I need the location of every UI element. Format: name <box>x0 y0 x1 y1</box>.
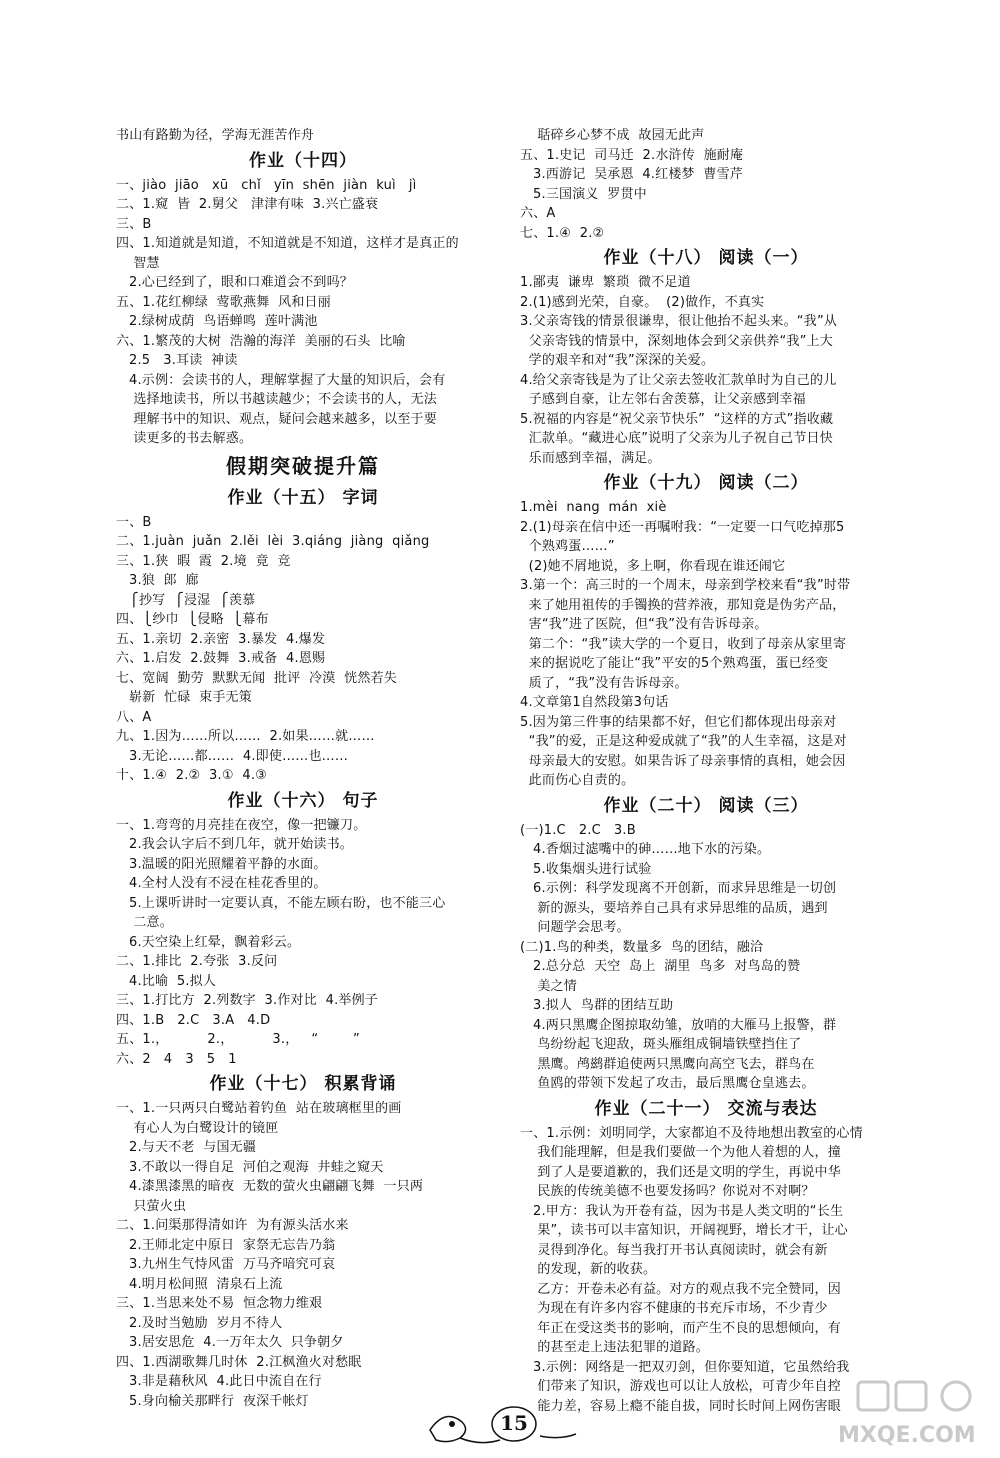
answer-line: 4.香烟过滤嘴中的砷……地下水的污染。 <box>520 842 771 857</box>
answer-line: 3.示例：网络是一把双刃剑，但你要知道，它虽然给我 <box>520 1359 850 1375</box>
answer-line: 四、1.知道就是知道，不知道就是不知道，这样才是真正的 <box>116 236 459 251</box>
answer-line: 书山有路勤为径，学海无涯苦作舟 <box>116 128 315 143</box>
answer-line: 2.(1)母亲在信中还一再嘱咐我：“一定要一口气吃掉那5 <box>520 519 845 535</box>
answer-line: 问题学会思考。 <box>520 920 630 935</box>
answer-line: 七、宽阔 勤劳 默默无闻 批评 冷漠 恍然若失 <box>116 670 397 686</box>
answer-line: 五、1.史记 司马迁 2.水浒传 施耐庵 <box>520 147 744 163</box>
left-column <box>116 126 490 1411</box>
part-heading: 假期突破提升篇 <box>226 453 380 478</box>
answer-line: 母亲最大的安慰。如果告诉了母亲事情的真相，她会因 <box>520 753 846 769</box>
answer-line: 一、1.示例：刘明同学，大家都迫不及待地想出教室的心情 <box>520 1125 863 1141</box>
answer-line: 十、1.④ 2.② 3.① 4.③ <box>116 768 268 783</box>
answer-line: 六、2 4 3 5 1 <box>116 1051 237 1067</box>
answer-line: 2.我会认字后不到几年，就开始读书。 <box>116 837 354 852</box>
answer-line: 二、1.窥 皆 2.舅父 津津有味 3.兴亡盛衰 <box>116 197 379 212</box>
answer-line: 5.上课听讲时一定要认真，不能左顾右盼，也不能三心 <box>116 895 446 911</box>
answer-line: “我”的爱，正是这种爱成就了“我”的人生幸福，这是对 <box>520 734 847 749</box>
answer-line: 个熟鸡蛋……” <box>520 539 615 554</box>
answer-line: 3.拟人 鸟群的团结互助 <box>520 998 674 1013</box>
answer-line: 2.心已经到了，眼和口难道会不到吗？ <box>116 275 354 290</box>
section-heading: 作业（十九） 阅读（二） <box>603 473 809 493</box>
answer-line: 第二个：“我”读大学的一个夏日，收到了母亲从家里寄 <box>520 636 847 652</box>
answer-line: 1.mèi nang mán xiè <box>520 500 667 515</box>
answer-line: 灵得到净化。每当我打开书认真阅读时，就会有新 <box>520 1242 828 1258</box>
answer-line: 4.给父亲寄钱是为了让父亲去签收汇款单时为自己的儿 <box>520 372 837 388</box>
answer-line: 乐而感到幸福，满足。 <box>520 450 661 466</box>
answer-line: 4.文章第1自然段第3句话 <box>520 695 669 710</box>
answer-line: 3.温暖的阳光照耀着平静的水面。 <box>116 856 327 872</box>
answer-line: 三、1.狭 暇 霞 2.境 竟 竞 <box>116 553 291 569</box>
section-heading: 作业（二十） 阅读（三） <box>603 795 809 816</box>
answer-line: 智慧 <box>116 255 160 271</box>
answer-line: 4.比喻 5.拟人 <box>116 973 217 989</box>
right-column <box>520 126 892 1416</box>
answer-line: 六、1.启发 2.鼓舞 3.戒备 4.恩赐 <box>116 651 326 666</box>
answer-line: 3.不敢以一得自足 河伯之观海 井蛙之窥天 <box>116 1159 384 1175</box>
answer-line: 2.5 3.耳读 神读 <box>116 353 238 368</box>
answer-line: 三、1.打比方 2.列数字 3.作对比 4.举例子 <box>116 993 379 1008</box>
answer-line: 质了，“我”没有告诉母亲。 <box>520 675 688 691</box>
answer-line: 5.三国演义 罗贯中 <box>520 186 647 202</box>
answer-line: 汇款单。“藏进心底”说明了父亲为儿子祝自己节日快 <box>520 431 833 446</box>
answer-line: 3.九州生气恃风雷 万马齐喑究可哀 <box>116 1257 336 1272</box>
answer-line: 一、1.弯弯的月亮挂在夜空，像一把镰刀。 <box>116 817 367 833</box>
answer-line: 2.与天不老 与国无疆 <box>116 1140 257 1155</box>
watermark <box>838 1378 988 1448</box>
answer-line: 六、1.繁茂的大树 浩瀚的海洋 美丽的石头 比喻 <box>116 333 406 349</box>
answer-line: 四、1.B 2.C 3.A 4.D <box>116 1012 271 1028</box>
page-number: 15 <box>500 1411 528 1435</box>
answer-line: 美之情 <box>520 978 577 994</box>
answer-line: 二、1.juàn juǎn 2.lěi lèi 3.qiáng jiàng qiǎng <box>116 534 430 549</box>
answer-line: 民族的传统美德不也要发扬吗？你说对不对啊？ <box>520 1184 815 1199</box>
answer-line: 3.居安思危 4.一万年太久 只争朝夕 <box>116 1335 344 1350</box>
answer-line: 5.身向榆关那畔行 夜深千帐灯 <box>116 1393 309 1409</box>
answer-line: 4.漆黑漆黑的暗夜 无数的萤火虫翩翩飞舞 一只两 <box>116 1179 424 1194</box>
answer-line: 的甚至走上违法犯罪的道路。 <box>520 1340 709 1355</box>
answer-line: 4.示例：会读书的人，理解掌握了大量的知识后，会有 <box>116 372 446 388</box>
answer-line: 学的艰辛和对“我”深深的关爱。 <box>520 353 715 368</box>
answer-line: 的发现，新的收获。 <box>520 1262 657 1277</box>
answer-line: 2.总分总 天空 岛上 湖里 鸟多 对鸟岛的赞 <box>520 959 801 974</box>
answer-line: 3.西游记 吴承恩 4.红楼梦 曹雪芹 <box>520 167 744 182</box>
answer-line: 3.第一个：高三时的一个周末，母亲到学校来看“我”时带 <box>520 578 851 593</box>
section-heading: 作业（十七） 积累背诵 <box>209 1074 397 1094</box>
answer-line: 2.甲方：我认为开卷有益，因为书是人类文明的“长生 <box>520 1203 844 1219</box>
answer-line: 新的源头，要培养自己具有求异思维的品质，遇到 <box>520 900 828 916</box>
answer-line: 害“我”进了医院，但“我”没有告诉母亲。 <box>520 617 768 632</box>
answer-line: 二、1.排比 2.夸张 3.反问 <box>116 954 278 969</box>
answer-line: 崭新 忙碌 束手无策 <box>116 690 252 705</box>
answer-line: 五、1.， 2.， 3.， “ ” <box>116 1032 360 1047</box>
answer-line: 此而伤心自责的。 <box>520 773 635 788</box>
answer-line: 有心人为白鹭设计的镜匣 <box>116 1120 279 1136</box>
answer-line: 二、1.问渠那得清如许 为有源头活水来 <box>116 1218 349 1233</box>
answer-line: 九、1.因为……所以…… 2.如果……就…… <box>116 729 375 744</box>
answer-line: 三、1.当思来处不易 恒念物力维艰 <box>116 1296 323 1311</box>
answer-line: 一、jiào jiāo xū chǐ yīn shēn jiàn kuì jì <box>116 177 417 193</box>
answer-logo-icon <box>838 1378 988 1418</box>
section-heading: 作业（十四） <box>249 150 357 171</box>
answer-line: 4.明月松间照 清泉石上流 <box>116 1276 283 1292</box>
section-heading: 作业（二十一） 交流与表达 <box>594 1098 818 1119</box>
answer-line: 2.及时当勉励 岁月不待人 <box>116 1315 283 1331</box>
answer-line: 3.狼 郎 廊 <box>116 573 199 588</box>
answer-line: (2)她不屑地说，多上啊，你看现在谁还闹它 <box>520 558 786 574</box>
answer-line: 1.鄙夷 谦卑 繁琐 微不足道 <box>520 275 691 290</box>
section-heading: 作业（十五） 字词 <box>227 487 379 508</box>
answer-line: 三、B <box>116 216 152 232</box>
answer-line: 子感到自豪，让左邻右舍羡慕，让父亲感到幸福 <box>520 392 806 407</box>
answer-line: 聒碎乡心梦不成 故园无此声 <box>520 128 705 143</box>
answer-line: 五、1.花红柳绿 莺歌燕舞 风和日丽 <box>116 294 331 310</box>
section-heading: 作业（十八） 阅读（一） <box>603 248 809 268</box>
page-footer <box>400 1400 600 1450</box>
answer-line: 5.收集烟头进行试验 <box>520 861 652 877</box>
answer-line: 四、1.西湖歌舞几时休 2.江枫渔火对愁眠 <box>116 1354 362 1370</box>
answer-line: (一)1.C 2.C 3.B <box>520 822 636 838</box>
answer-line: 我们能理解，但是我们要做一个为他人着想的人，撞 <box>520 1145 841 1160</box>
answer-line: 5.祝福的内容是“祝父亲节快乐” “这样的方式”指收藏 <box>520 411 834 427</box>
answer-line: 2.王师北定中原日 家祭无忘告乃翁 <box>116 1237 336 1253</box>
answer-line: 鸟纷纷起飞迎敌，斑头雁组成铜墙铁壁挡住了 <box>520 1037 802 1052</box>
answer-line: 能力差，容易上瘾不能自拔，同时长时间上网伤害眼 <box>520 1398 841 1414</box>
answer-line: 5.因为第三件事的结果都不好，但它们都体现出母亲对 <box>520 714 837 730</box>
answer-line: 一、1.一只两只白鹭站着钓鱼 站在玻璃框里的画 <box>116 1101 402 1116</box>
answer-line: 2.(1)感到光荣，自豪。 (2)做作，不真实 <box>520 294 765 310</box>
answer-line: 来的据说吃了能让“我”平安的5个熟鸡蛋，蛋已经变 <box>520 656 829 671</box>
answer-line: 们带来了知识，游戏也可以让人放松，可青少年自控 <box>520 1379 841 1394</box>
answer-line: 来了她用祖传的手镯换的营养液，那知竟是伪劣产品， <box>520 597 846 613</box>
answer-line: 理解书中的知识、观点，疑问会越来越多，以至于要 <box>116 411 437 427</box>
answer-line: 读更多的书去解惑。 <box>116 431 253 446</box>
answer-line: 五、1.亲切 2.亲密 3.暴发 4.爆发 <box>116 631 326 647</box>
answer-line: 3.非是藉秋风 4.此日中流自在行 <box>116 1374 322 1389</box>
answer-line: 乙方：开卷未必有益。对方的观点我不完全赞同，因 <box>520 1281 841 1297</box>
answer-line: 为现在有许多内容不健康的书充斥市场，不少青少 <box>520 1301 828 1316</box>
answer-line: 八、A <box>116 709 152 725</box>
answer-line: 年正在受这类书的影响，而产生不良的思想倾向，有 <box>520 1320 841 1336</box>
answer-line: 6.示例：科学发现离不开创新，而求异思维是一切创 <box>520 881 837 896</box>
answer-line: 黑鹰。鸬鹚群追使两只黑鹰向高空飞去，群鸟在 <box>520 1056 815 1072</box>
watermark-text: MXQE.COM <box>838 1423 976 1448</box>
answer-line: 父亲寄钱的情景中，深刻地体会到父亲供养“我”上大 <box>520 333 833 349</box>
answer-line: 4.全村人没有不浸在桂花香里的。 <box>116 876 327 891</box>
answer-line: 四、⎩纱巾 ⎩侵略 ⎩幕布 <box>116 612 269 627</box>
answer-line: 六、A <box>520 206 556 221</box>
answer-line: 选择地读书，所以书越读越少；不会读书的人，无法 <box>116 392 437 407</box>
answer-line: 一、B <box>116 514 152 530</box>
answer-line: 二意。 <box>116 915 173 930</box>
answer-line: (二)1.鸟的种类，数量多 鸟的团结，融洽 <box>520 939 764 955</box>
answer-line: 3.无论……都…… 4.即使……也…… <box>116 748 349 764</box>
answer-line: 只萤火虫 <box>116 1198 187 1214</box>
answer-line: 3.父亲寄钱的情景很谦卑，很让他抬不起头来。“我”从 <box>520 314 838 329</box>
answer-line: 到了人是要道歉的，我们还是文明的学生，再说中华 <box>520 1164 841 1180</box>
answer-line: 鱼鸥的带领下发起了攻击，最后黑鹰仓皇逃去。 <box>520 1076 815 1091</box>
answer-line: 4.两只黑鹰企图掠取幼雏，放哨的大雁马上报警，群 <box>520 1017 837 1033</box>
section-heading: 作业（十六） 句子 <box>227 790 379 811</box>
answer-line: ⎧抄写 ⎧浸湿 ⎧羡慕 <box>116 592 256 608</box>
answer-line: 2.绿树成荫 鸟语蝉鸣 莲叶满池 <box>116 314 318 329</box>
answer-line: 七、1.④ 2.② <box>520 225 605 241</box>
answer-line: 6.天空染上红晕，飘着彩云。 <box>116 934 301 950</box>
answer-line: 果”，读书可以丰富知识，开阔视野，增长才干，让心 <box>520 1223 848 1238</box>
